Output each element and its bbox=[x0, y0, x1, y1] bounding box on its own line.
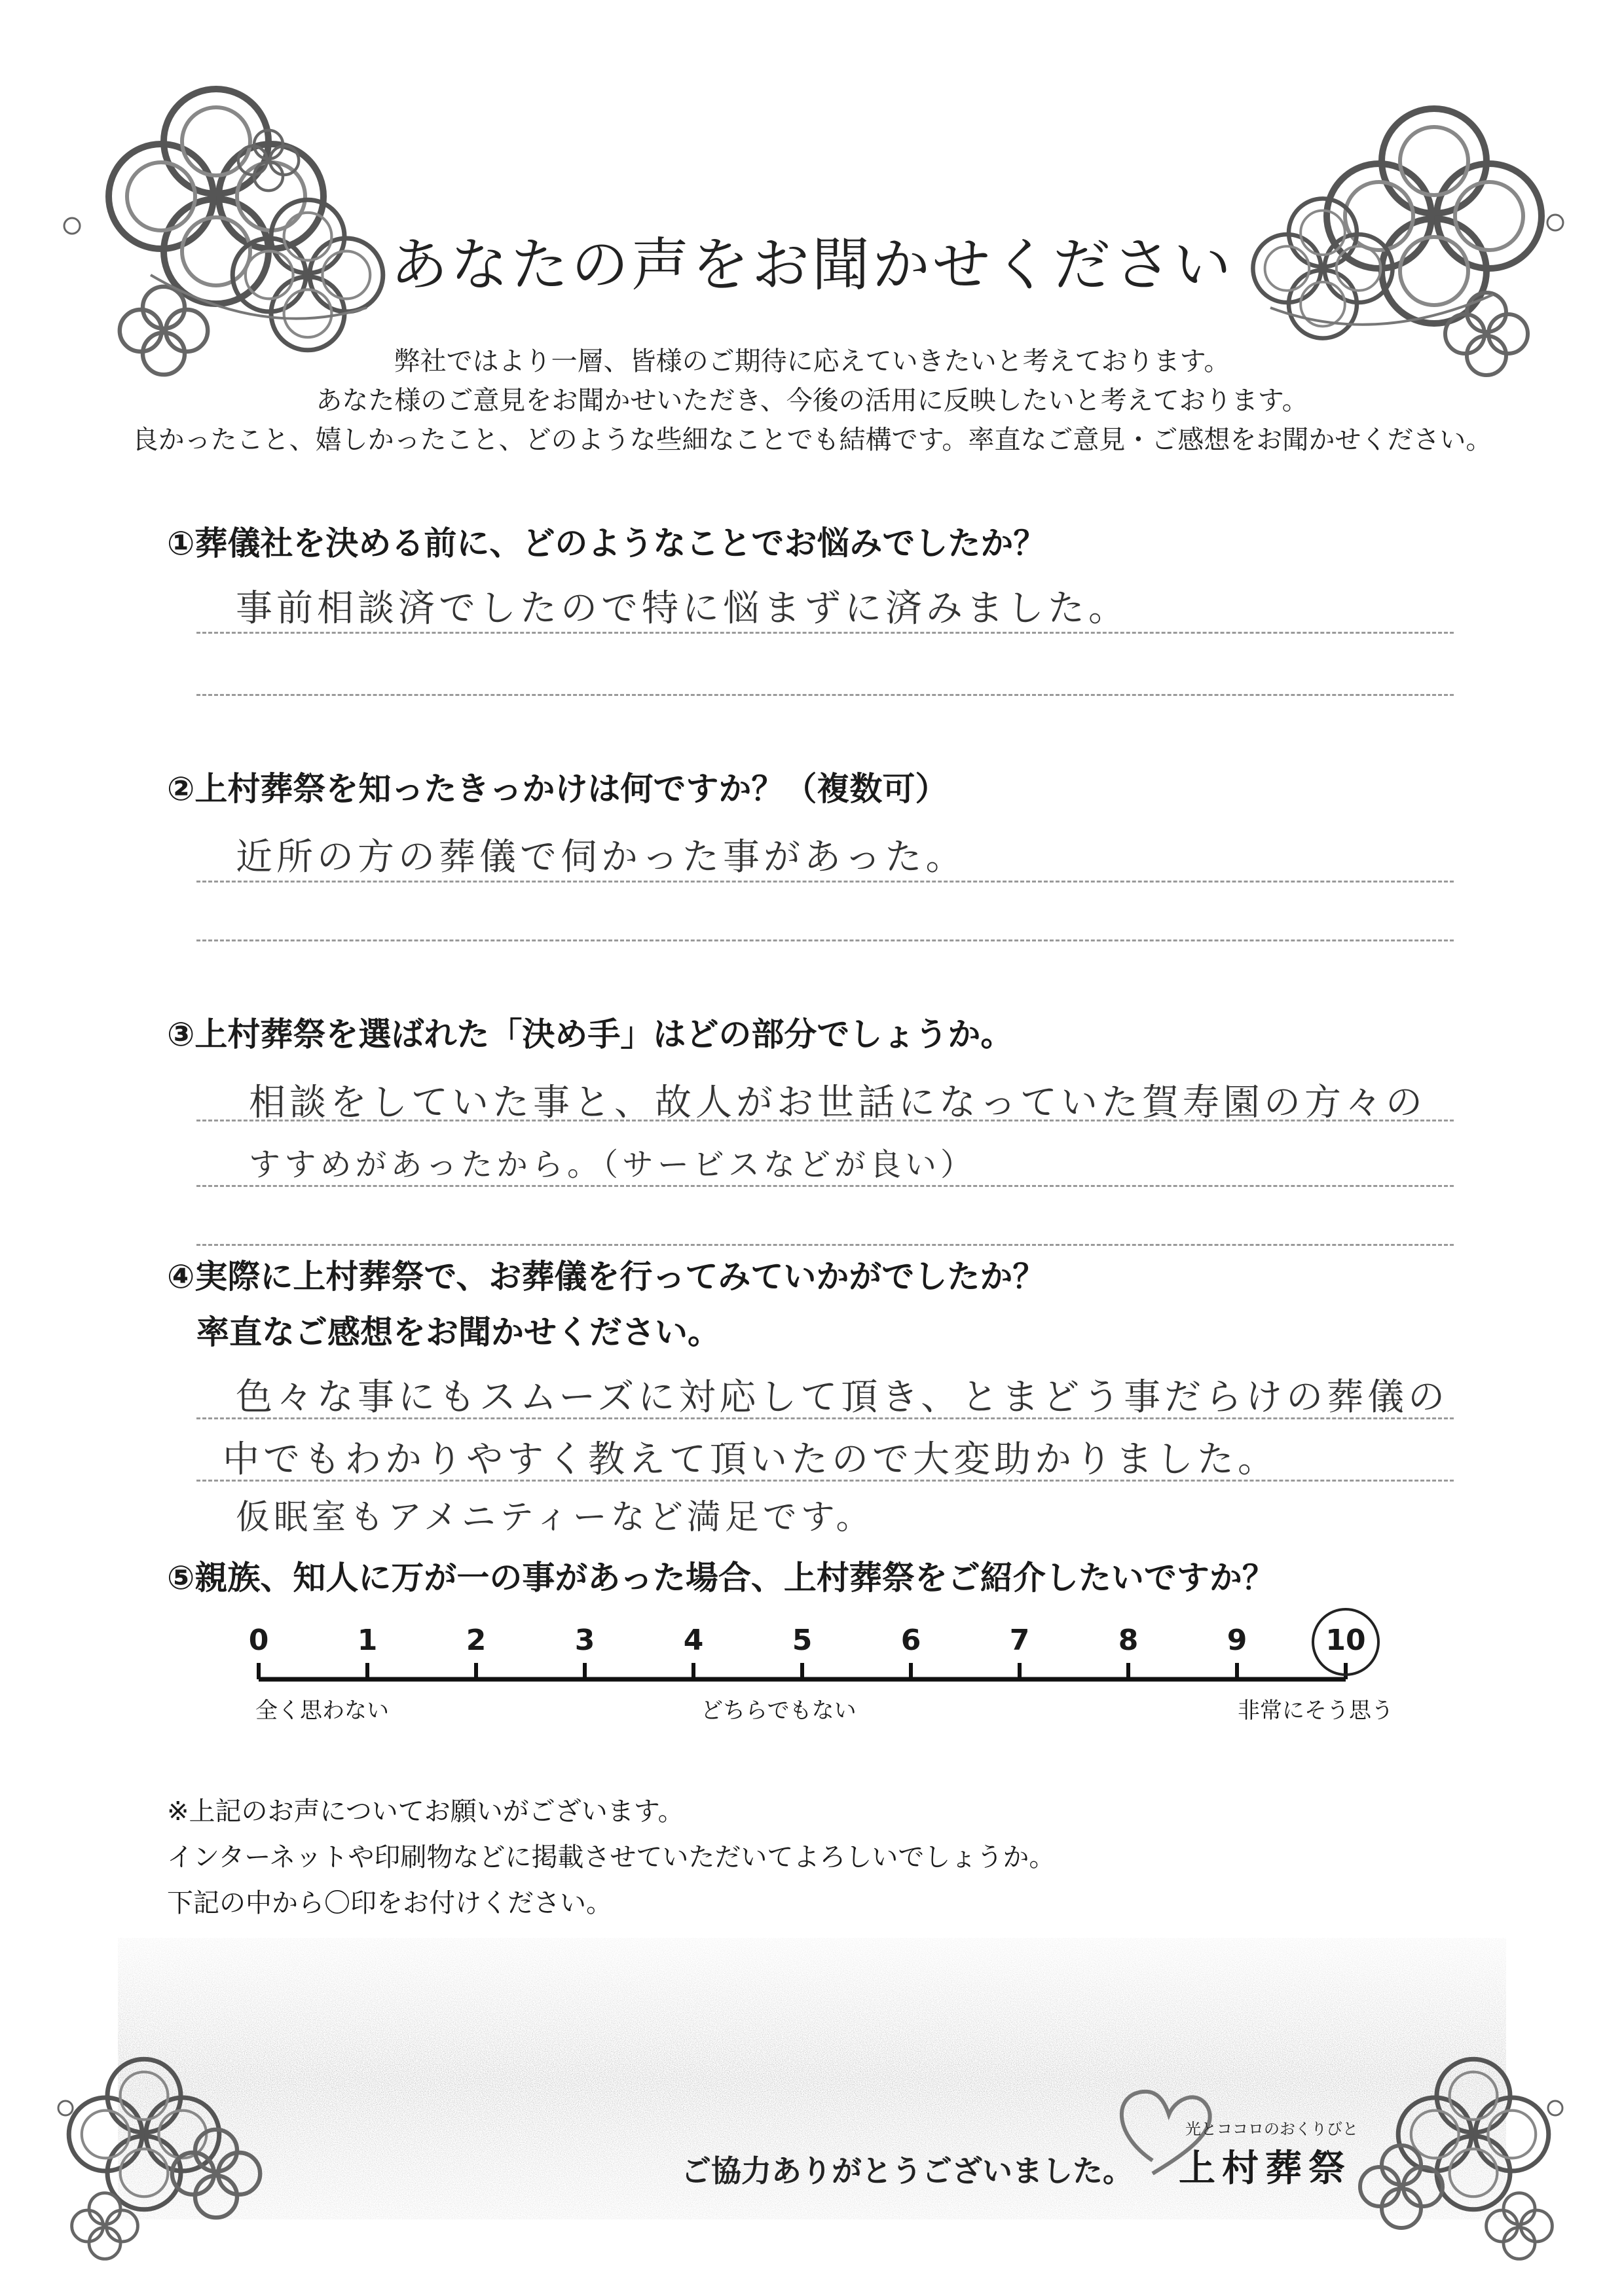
question-1-label: ①葬儀社を決める前に、どのようなことでお悩みでしたか？ bbox=[167, 524, 1046, 562]
scale-value-4: 4 bbox=[683, 1624, 704, 1657]
brand-tagline: 光とココロのおくりびと bbox=[1185, 2120, 1358, 2138]
thanks-message: ご協力ありがとうございました。 bbox=[681, 2153, 1133, 2189]
answer-rule bbox=[196, 881, 1454, 883]
question-3-label: ③上村葬祭を選ばれた「決め手」はどの部分でしょうか。 bbox=[167, 1015, 1014, 1053]
brand-logo-text: 上村葬祭 bbox=[1179, 2147, 1352, 2190]
answer-rule bbox=[196, 694, 1454, 696]
scale-value-3: 3 bbox=[574, 1624, 595, 1657]
scale-value-1: 1 bbox=[357, 1624, 378, 1657]
scale-value-10: 10 bbox=[1325, 1624, 1366, 1657]
intro-line-1: 弊社ではより一層、皆様のご期待に応えていきたいと考えております。 bbox=[394, 346, 1230, 376]
scale-value-9: 9 bbox=[1227, 1624, 1247, 1657]
notice-line-1: ※上記のお声についてお願いがございます。 bbox=[167, 1796, 684, 1827]
scale-value-5: 5 bbox=[792, 1624, 813, 1657]
scale-label-mid: どちらでもない bbox=[701, 1698, 857, 1724]
scale-value-8: 8 bbox=[1118, 1624, 1139, 1657]
answer-rule bbox=[196, 1480, 1454, 1482]
intro-line-2: あなた様のご意見をお聞かせいただき、今後の活用に反映したいと考えております。 bbox=[316, 386, 1308, 416]
scale-label-high: 非常にそう思う bbox=[1238, 1698, 1393, 1724]
question-3-answer-line-1: 相談をしていた事と、故人がお世話になっていた賀寿園の方々の bbox=[249, 1082, 1426, 1124]
notice-line-3: 下記の中から〇印をお付けください。 bbox=[167, 1888, 612, 1918]
question-2-label: ②上村葬祭を知ったきっかけは何ですか？（複数可） bbox=[167, 770, 948, 808]
question-5-label: ⑤親族、知人に万が一の事があった場合、上村葬祭をご紹介したいですか？ bbox=[167, 1559, 1275, 1597]
question-2-answer-line-1: 近所の方の葬儀で伺かった事があった。 bbox=[236, 836, 967, 879]
scale-value-6: 6 bbox=[900, 1624, 921, 1657]
question-4-sublabel: 率直なご感想をお聞かせください。 bbox=[196, 1313, 720, 1351]
answer-rule bbox=[196, 1185, 1454, 1187]
page-title: あなたの声をお聞かせください bbox=[390, 231, 1234, 299]
rating-scale-line bbox=[259, 1663, 1346, 1679]
answer-rule bbox=[196, 939, 1454, 941]
question-4-answer-line-2: 中でもわかりやすく教えて頂いたので大変助かりました。 bbox=[223, 1438, 1278, 1481]
question-1-answer-line-1: 事前相談済でしたので特に悩まずに済みました。 bbox=[236, 587, 1129, 630]
question-4-answer-line-3: 仮眠室もアメニティーなど満足です。 bbox=[236, 1498, 874, 1537]
scale-value-0: 0 bbox=[248, 1624, 269, 1657]
answer-rule bbox=[196, 632, 1454, 634]
scale-label-low: 全く思わない bbox=[255, 1698, 389, 1724]
question-3-answer-line-2: すすめがあったから。（サービスなどが良い） bbox=[249, 1146, 976, 1183]
intro-line-3: 良かったこと、嬉しかったこと、どのような些細なことでも結構です。率直なご意見・ご感想をお聞かせください。 bbox=[132, 425, 1492, 455]
scale-value-7: 7 bbox=[1009, 1624, 1030, 1657]
answer-rule bbox=[196, 1120, 1454, 1121]
scale-value-2: 2 bbox=[466, 1624, 487, 1657]
notice-line-2: インターネットや印刷物などに掲載させていただいてよろしいでしょうか。 bbox=[167, 1842, 1056, 1872]
answer-rule bbox=[196, 1244, 1454, 1246]
question-4-answer-line-1: 色々な事にもスムーズに対応して頂き、とまどう事だらけの葬儀の bbox=[236, 1376, 1449, 1419]
answer-rule bbox=[196, 1417, 1454, 1419]
question-4-label: ④実際に上村葬祭で、お葬儀を行ってみていかがでしたか？ bbox=[167, 1258, 1046, 1296]
